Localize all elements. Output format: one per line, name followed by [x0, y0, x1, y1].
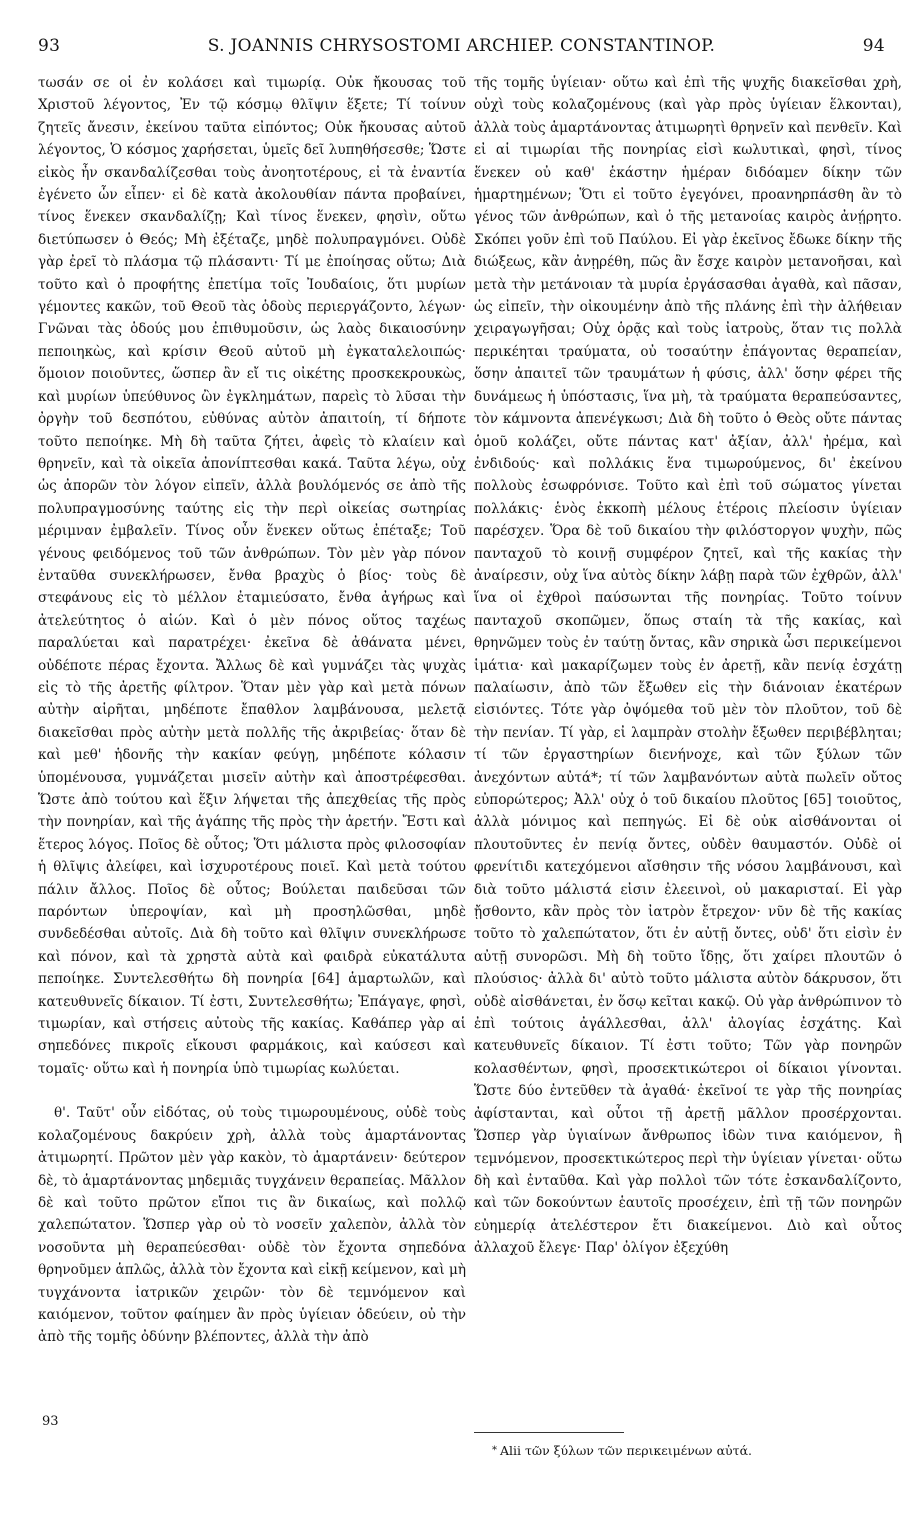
running-title: S. JOANNIS CHRYSOSTOMI ARCHIEP. CONSTANTINOP. [207, 36, 716, 56]
page-number-right: 94 [862, 36, 885, 56]
bottom-page-number: 93 [42, 1414, 59, 1429]
footnote-mark: * [492, 1445, 497, 1456]
right-paragraph-1: τῆς τομῆς ὑγίειαν· οὕτω καὶ ἐπὶ τῆς ψυχῆς διακεῖσθαι χρὴ, οὐχὶ τοὺς κολαζομένους (καὶ γὰρ πρὸς ὑγίειαν ἕλκονται), ἀλλὰ τοὺς ἁμαρτάνοντας ἀτιμωρητὶ θρηνεῖν καὶ πενθεῖν. Καὶ εἰ αἱ τιμωρίαι τῆς πονηρίας εἰσὶ κωλυτικαὶ, φησὶ, τίνος ἕνεκεν οὐ καθ' ἑκάστην ἡμέραν διδόαμεν δίκην τῶν ἡμαρτημένων; Ὅτι εἰ τοῦτο ἐγεγόνει, προανηρπάσθη ἂν τὸ γένος τῶν ἀνθρώπων, καὶ ὁ τῆς μετανοίας καιρὸς ἀνῄρητο. Σκόπει γοῦν ἐπὶ τοῦ Παύλου. Εἰ γὰρ ἐκεῖνος ἔδωκε δίκην τῆς διώξεως, κἂν ἀνῃρέθη, πῶς ἂν ἔσχε καιρὸν μετανοῆσαι, καὶ μετὰ τὴν μετάνοιαν τὰ μυρία ἐργάσασθαι ἀγαθὰ, καὶ πᾶσαν, ὡς εἰπεῖν, τὴν οἰκουμένην ἀπὸ τῆς πλάνης ἐπὶ τὴν ἀλήθειαν χειραγωγῆσαι; Οὐχ ὁρᾷς καὶ τοὺς ἰατροὺς, ὅταν τις πολλὰ περικέηται τραύματα, οὐ τοσαύτην ἐπάγοντας θεραπείαν, ὅσην ἀπαιτεῖ τῶν τραυμάτων ἡ φύσις, ἀλλ' ὅσην φέρει τῆς δυνάμεως ἡ ὑπόστασις, ἵνα μὴ, τὰ τραύματα θεραπεύσαντες, τὸν κάμνοντα ἀπενέγκωσι; Διὰ δὴ τοῦτο ὁ Θεὸς οὔτε πάντας ὁμοῦ κολάζει, οὔτε πάντας κατ' ἀξίαν, ἀλλ' ἠρέμα, καὶ ἐνδιδούς· καὶ πολλάκις ἕνα τιμωρούμενος, δι' ἐκείνου πολλοὺς ἐσωφρόνισε. Τοῦτο καὶ ἐπὶ τοῦ σώματος γίνεται πολλάκις· ἑνὸς ἐκκοπὴ μέλους ἑτέροις πλείοσιν ὑγίειαν παρέσχεν. Ὅρα δὲ τοῦ δικαίου τὴν φιλόστοργον ψυχὴν, πῶς πανταχοῦ τὸ κοινῇ συμφέρον ζητεῖ, καὶ τῆς κακίας τὴν ἀναίρεσιν, οὐχ ἵνα αὐτὸς δίκην λάβῃ παρὰ τῶν ἐχθρῶν, ἀλλ' ἵνα οἱ ἐχθροὶ παύσωνται τῆς πονηρίας. Τοῦτο τοίνυν πανταχοῦ σκοπῶμεν, ὅπως σταίη τὰ τῆς κακίας, καὶ θρηνῶμεν τοὺς ἐν ταύτῃ ὄντας, κἂν σηρικὰ ὦσι περικείμενοι ἱμάτια· καὶ μακαρίζωμεν τοὺς ἐν ἀρετῇ, κἂν πενίᾳ ἐσχάτῃ παλαίωσιν, ἀπὸ τῶν ἔξωθεν εἰς τὴν διάνοιαν ἑκατέρων εἰσιόντες. Τότε γὰρ ὀψόμεθα τοῦ μὲν τὸν πλοῦτον, τοῦ δὲ τὴν πενίαν. Τί γὰρ, εἰ λαμπρὰν στολὴν ἔξωθεν περιβέβληται; τί τῶν ἐργαστηρίων διενήνοχε, καὶ τῶν ξύλων τῶν ἀνεχόντων αὐτά*; τί τῶν λαμβανόντων αὐτὰ πωλεῖν οὔτος εὐπορώτερος; Ἀλλ' οὐχ ὁ τοῦ δικαίου πλοῦτος [65] τοιοῦτος, ἀλλὰ μόνιμος καὶ πεπηγώς. Εἰ δὲ οὐκ αἰσθάνονται οἱ πλουτοῦντες ἐν πενίᾳ ὄντες, οὐδὲν θαυμαστόν. Οὐδὲ οἱ φρενίτιδι κατεχόμενοι αἴσθησιν τῆς νόσου λαμβάνουσι, καὶ διὰ τοῦτο μάλιστά εἰσιν ἐλεεινοὶ, οὐ μακαρισταί. Εἰ γὰρ ᾔσθοντο, κἂν πρὸς τὸν ἰατρὸν ἔτρεχον· νῦν δὲ τῆς κακίας τοῦτο τὸ χαλεπώτατον, ὅτι ἐν αὐτῇ ὄντες, οὐδ' ὅτι εἰσὶν ἐν αὐτῇ συνορῶσι. Μὴ δὴ τοῦτο ἴδῃς, ὅτι χαίρει πλουτῶν ὁ πλούσιος· ἀλλὰ δι' αὐτὸ τοῦτο μάλιστα αὐτὸν δάκρυσον, ὅτι οὐδὲ αἰσθάνεται, ἐν ὅσῳ κεῖται κακῷ. Οὐ γὰρ ἀνθρώπινον τὸ ἐπὶ τούτοις ἀγάλλεσθαι, ἀλλ' ἀλογίας ἐσχάτης. Καὶ κατευθυνεῖς δίκαιον. Τί ἐστι τοῦτο; Τῶν γὰρ πονηρῶν κολασθέντων, φησὶ, προσεκτικώτεροι οἱ δίκαιοι γίνονται. Ὥστε δύο ἐντεῦθεν τὰ ἀγαθά· ἐκεῖνοί τε γὰρ τῆς πονηρίας ἀφίστανται, καὶ οὗτοι τῇ ἀρετῇ μᾶλλον προσέρχονται. Ὥσπερ γὰρ ὑγιαίνων ἄνθρωπος ἰδὼν τινα καιόμενον, ἢ τεμνόμενον, προσεκτικώτερος περὶ τὴν ὑγίειαν γίνεται· οὕτω δὴ καὶ ἐνταῦθα. Καὶ γὰρ πολλοὶ τῶν τότε ἐσκανδαλίζοντο, καὶ τῶν δοκούντων ἑαυτοῖς προσέχειν, ἐπὶ τῇ τῶν πονηρῶν εὐημερίᾳ ἀτελέστερον ἔτι διακείμενοι. Διὸ καὶ οὗτος ἀλλαχοῦ ἔλεγε· Παρ' ὀλίγον ἐξεχύθη [474, 75, 902, 1257]
footnote [492, 1442, 912, 1460]
page-number-left: 93 [38, 36, 61, 56]
left-column [38, 72, 466, 1349]
page-header [38, 36, 885, 62]
left-paragraph-1: τωσάν σε οἱ ἐν κολάσει καὶ τιμωρίᾳ. Οὐκ ἤκουσας τοῦ Χριστοῦ λέγοντος, Ἐν τῷ κόσμῳ θλῖψιν ἕξετε; Τί τοίνυν ζητεῖς ἄνεσιν, ἐκείνου ταῦτα εἰπόντος; Οὐκ ἤκουσας αὐτοῦ λέγοντος, Ὁ κόσμος χαρήσεται, ὑμεῖς δεῖ λυπηθήσεσθε; Ὥστε εἰκὸς ἦν σκανδαλίζεσθαι τοὺς ἀνοητοτέρους, εἰ τὰ ἐναντία ἐγένετο ὧν εἶπεν· εἰ δὲ κατὰ ἀκολουθίαν πάντα προβαίνει, τίνος ἕνεκεν σκανδαλίζῃ; Καὶ τίνος ἕνεκεν, φησὶν, οὕτω διετύπωσεν ὁ Θεός; Μὴ ἐξέταζε, μηδὲ πολυπραγμόνει. Οὐδὲ γὰρ ἐρεῖ τὸ πλάσμα τῷ πλάσαντι· Τί με ἐποίησας οὕτω; Διὰ τοῦτο καὶ ὁ προφήτης ἐπετίμα τοῖς Ἰουδαίοις, ὅτι μυρίων γέμοντες κακῶν, τοῦ Θεοῦ τὰς ὁδοὺς περιεργάζοντο, λέγων· Γνῶναι τὰς ὁδούς μου ἐπιθυμοῦσιν, ὡς λαὸς δικαιοσύνην πεποιηκὼς, καὶ κρίσιν Θεοῦ αὐτοῦ μὴ ἐγκαταλελοιπώς· ὅμοιον ποιοῦντες, ὥσπερ ἂν εἴ τις οἰκέτης προσκεκρουκὼς, καὶ μυρίων ὑπεύθυνος ὢν ἐγκλημάτων, παρεὶς τὸ λῦσαι τὴν ὀργὴν τοῦ δεσπότου, εὐθύνας αὐτὸν ἀπαιτοίη, τί δήποτε τοῦτο πεποίηκε. Μὴ δὴ ταῦτα ζήτει, ἀφεὶς τὸ κλαίειν καὶ θρηνεῖν, καὶ τὰ οἰκεῖα ἀπονίπτεσθαι κακά. Ταῦτα λέγω, οὐχ ὡς ἀπορῶν τὸν λόγον εἰπεῖν, ἀλλὰ βουλόμενός σε ἀπὸ τῆς πολυπραγμοσύνης ταύτης εἰς τὴν περὶ οἰκείας σωτηρίας μέριμναν ἐμβαλεῖν. Τίνος οὖν ἕνεκεν οὕτως ἐπέταξε; Τοῦ γένους φειδόμενος τοῦ τῶν ἀνθρώπων. Τὸν μὲν γὰρ πόνον ἐνταῦθα συνεκλήρωσεν, ἔνθα βραχὺς ὁ βίος· τοὺς δὲ στεφάνους εἰς τὸ μέλλον ἐταμιεύσατο, ἔνθα ἀγήρως καὶ ἀτελεύτητος ὁ αἰών. Καὶ ὁ μὲν πόνος οὕτος ταχέως παραλύεται καὶ παρατρέχει· ἐκεῖνα δὲ ἀθάνατα μένει, οὐδέποτε πέρας ἔχοντα. Ἄλλως δὲ καὶ γυμνάζει τὰς ψυχὰς εἰς τὸ τῆς ἀρετῆς φίλτρον. Ὅταν μὲν γὰρ καὶ μετὰ πόνων αὐτὴν αἱρῆται, μηδέποτε ἔπαθλον λαμβάνουσα, μελετᾷ διακεῖσθαι πρὸς αὐτὴν μετὰ πολλῆς τῆς ἀκριβείας· ὅταν δὲ καὶ μεθ' ἡδονῆς τὴν κακίαν φεύγῃ, μηδέποτε κόλασιν ὑπομένουσα, γυμνάζεται μισεῖν αὐτὴν καὶ ἀποστρέφεσθαι. Ὥστε ἀπὸ τούτου καὶ ἕξιν λήψεται τῆς ἀπεχθείας τῆς πρὸς τὴν πονηρίαν, καὶ τῆς ἀγάπης τῆς πρὸς τὴν ἀρετήν. Ἔστι καὶ ἕτερος λόγος. Ποῖος δὲ οὗτος; Ὅτι μάλιστα πρὸς φιλοσοφίαν ἡ θλῖψις ἀλείφει, καὶ ἰσχυροτέρους ποιεῖ. Καὶ μετὰ τούτου πάλιν ἄλλος. Ποῖος δὲ οὗτος; Βούλεται παιδεῦσαι τῶν παρόντων ὑπεροψίαν, καὶ μὴ προσηλῶσθαι, μηδὲ συνδεδέσθαι αὐτοῖς. Διὰ δὴ τοῦτο καὶ θλῖψιν συνεκλήρωσε καὶ πόνον, καὶ τὰ χρηστὰ αὐτὰ καὶ φαιδρὰ εὐκατάλυτα πεποίηκε. Συντελεσθήτω δὴ πονηρία [64] ἁμαρτωλῶν, καὶ κατευθυνεῖς δίκαιον. Τί ἐστι, Συντελεσθήτω; Ἐπάγαγε, φησὶ, τιμωρίαν, καὶ στήσεις αὐτοὺς τῆς κακίας. Καθάπερ γὰρ αἱ σηπεδόνες πικροῖς εἴκουσι φαρμάκοις, καὶ καύσεσι καὶ τομαῖς· οὕτω καὶ ἡ πονηρία ὑπὸ τιμωρίας κωλύεται. [38, 75, 466, 1077]
footnote-text: Alii τῶν ξύλων τῶν περικειμένων αὐτά. [500, 1443, 752, 1458]
right-column [474, 72, 902, 1260]
footnote-rule [474, 1432, 624, 1433]
left-paragraph-2: θ'. Ταῦτ' οὖν εἰδότας, οὐ τοὺς τιμωρουμένους, οὐδὲ τοὺς κολαζομένους δακρύειν χρὴ, ἀλλὰ τοὺς ἁμαρτάνοντας ἀτιμωρητί. Πρῶτον μὲν γὰρ κακὸν, τὸ ἁμαρτάνειν· δεύτερον δὲ, τὸ ἁμαρτάνοντας μηδεμιᾶς τυγχάνειν θεραπείας. Μᾶλλον δὲ καὶ τοῦτο πρῶτον εἴποι τις ἂν δικαίως, καὶ πολλῷ χαλεπώτατον. Ὥσπερ γὰρ οὐ τὸ νοσεῖν χαλεπὸν, ἀλλὰ τὸν νοσοῦντα μὴ θεραπεύεσθαι· οὐδὲ τὸν ἔχοντα σηπεδόνα θρηνοῦμεν ἁπλῶς, ἀλλὰ τὸν ἔχοντα καὶ εἰκῇ κείμενον, καὶ μὴ τυγχάνοντα ἰατρικῶν χειρῶν· τὸν δὲ τεμνόμενον καὶ καιόμενον, τοῦτον φαίημεν ἂν πρὸς ὑγίειαν ὁδεύειν, οὐ τὴν ἀπὸ τῆς τομῆς ὀδύνην βλέποντες, ἀλλὰ τὴν ἀπὸ [38, 1105, 466, 1346]
